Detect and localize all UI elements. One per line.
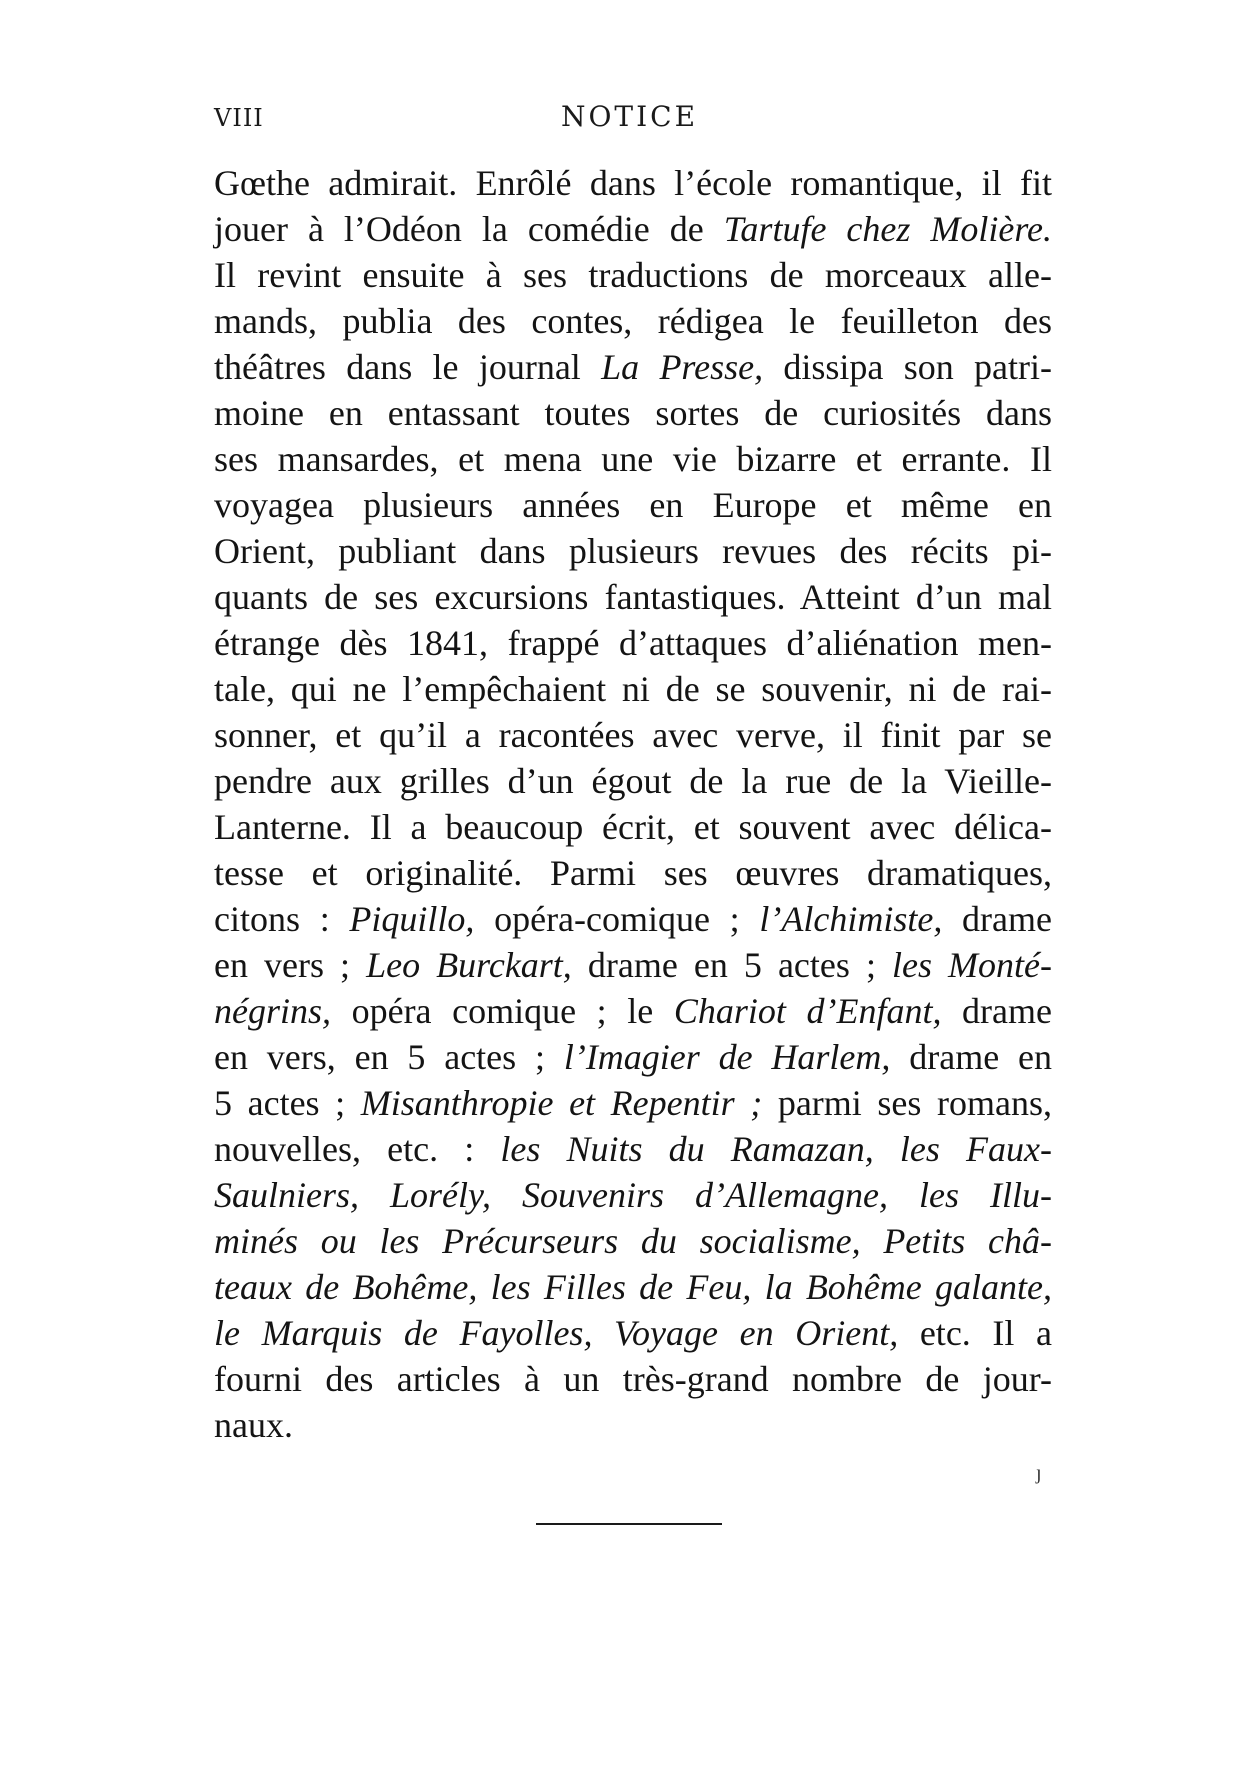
text-line bbox=[214, 1034, 1052, 1080]
text-segment: sonner, et qu’il a racontées avec verve, il finit par se bbox=[214, 715, 1052, 755]
text-line bbox=[214, 942, 1052, 988]
text-segment: mands, publia des contes, rédigea le feuilleton des bbox=[214, 301, 1052, 341]
text-line bbox=[214, 1080, 1052, 1126]
text-line bbox=[214, 1356, 1052, 1402]
text-segment: etc. Il a bbox=[898, 1313, 1052, 1353]
running-head: NOTICE bbox=[560, 100, 699, 133]
italic-text: Misanthropie et Repentir ; bbox=[360, 1083, 763, 1123]
italic-text: La Presse, bbox=[601, 347, 764, 387]
text-line bbox=[214, 804, 1052, 850]
text-segment: ses mansardes, et mena une vie bizarre et errante. Il bbox=[214, 439, 1052, 479]
text-segment: tesse et originalité. Parmi ses œuvres dramatiques, bbox=[214, 853, 1052, 893]
italic-text: Leo Burckart, bbox=[366, 945, 572, 985]
text-line bbox=[214, 390, 1052, 436]
text-line bbox=[214, 1310, 1052, 1356]
text-segment: dissipa son patri- bbox=[763, 347, 1052, 387]
italic-text: les Nuits du Ramazan, les Faux- bbox=[500, 1129, 1052, 1169]
text-segment: jouer à l’Odéon la comédie de bbox=[214, 209, 724, 249]
text-segment: parmi ses romans, bbox=[762, 1083, 1052, 1123]
text-line bbox=[214, 482, 1052, 528]
italic-text: Chariot d’Enfant, bbox=[673, 991, 942, 1031]
text-segment: drame bbox=[941, 991, 1053, 1031]
text-line bbox=[214, 758, 1052, 804]
text-segment: étrange dès 1841, frappé d’attaques d’aliénation men- bbox=[214, 623, 1052, 663]
text-segment: Il revint ensuite à ses traductions de morceaux alle- bbox=[214, 255, 1052, 295]
text-line bbox=[214, 206, 1052, 252]
italic-text: teaux de Bohême, les Filles de Feu, la Bohême galante, bbox=[214, 1267, 1052, 1307]
text-segment: naux. bbox=[214, 1405, 293, 1445]
text-segment: Gœthe admirait. Enrôlé dans l’école romantique, il fit bbox=[214, 163, 1052, 203]
text-segment: Orient, publiant dans plusieurs revues des récits pi- bbox=[214, 531, 1052, 571]
text-segment: fourni des articles à un très-grand nombre de jour- bbox=[214, 1359, 1052, 1399]
text-line bbox=[214, 1402, 1052, 1448]
italic-text: l’Imagier de Harlem, bbox=[563, 1037, 891, 1077]
text-segment: opéra-comique ; bbox=[474, 899, 760, 939]
text-line bbox=[214, 1218, 1052, 1264]
text-segment: voyagea plusieurs années en Europe et même en bbox=[214, 485, 1052, 525]
italic-text: Piquillo, bbox=[349, 899, 475, 939]
text-segment: en vers ; bbox=[214, 945, 367, 985]
text-segment: théâtres dans le journal bbox=[214, 347, 602, 387]
text-line bbox=[214, 344, 1052, 390]
text-segment: 5 actes ; bbox=[214, 1083, 361, 1123]
text-segment: moine en entassant toutes sortes de curiosités dans bbox=[214, 393, 1052, 433]
text-line bbox=[214, 1172, 1052, 1218]
italic-text: Tartufe chez Molière. bbox=[723, 209, 1052, 249]
text-line bbox=[214, 712, 1052, 758]
text-line bbox=[214, 574, 1052, 620]
text-line bbox=[214, 1126, 1052, 1172]
text-segment: citons : bbox=[214, 899, 350, 939]
text-segment: tale, qui ne l’empêchaient ni de se souvenir, ni de rai- bbox=[214, 669, 1052, 709]
text-line bbox=[214, 160, 1052, 206]
text-segment: drame en 5 actes ; bbox=[571, 945, 892, 985]
margin-mark: ȷ bbox=[1036, 1462, 1042, 1484]
italic-text: les Monté- bbox=[892, 945, 1052, 985]
text-segment: drame bbox=[942, 899, 1052, 939]
text-line bbox=[214, 850, 1052, 896]
text-line bbox=[214, 620, 1052, 666]
italic-text: l’Alchimiste, bbox=[759, 899, 943, 939]
body-text bbox=[214, 160, 1052, 1448]
text-segment: Lanterne. Il a beaucoup écrit, et souvent avec délica- bbox=[214, 807, 1052, 847]
text-line bbox=[214, 988, 1052, 1034]
text-line bbox=[214, 1264, 1052, 1310]
text-line bbox=[214, 896, 1052, 942]
text-segment: opéra comique ; le bbox=[331, 991, 674, 1031]
italic-text: le Marquis de Fayolles, Voyage en Orient, bbox=[214, 1313, 899, 1353]
text-line bbox=[214, 298, 1052, 344]
end-rule bbox=[536, 1523, 722, 1525]
text-segment: quants de ses excursions fantastiques. Atteint d’un mal bbox=[214, 577, 1052, 617]
text-line bbox=[214, 252, 1052, 298]
text-segment: nouvelles, etc. : bbox=[214, 1129, 501, 1169]
text-line bbox=[214, 528, 1052, 574]
italic-text: Saulniers, Lorély, Souvenirs d’Allemagne, les Illu- bbox=[214, 1175, 1052, 1215]
text-line bbox=[214, 436, 1052, 482]
text-segment: drame en bbox=[890, 1037, 1052, 1077]
italic-text: négrins, bbox=[214, 991, 331, 1031]
text-line bbox=[214, 666, 1052, 712]
text-segment: en vers, en 5 actes ; bbox=[214, 1037, 564, 1077]
text-segment: pendre aux grilles d’un égout de la rue de la Vieille- bbox=[214, 761, 1052, 801]
italic-text: minés ou les Précurseurs du socialisme, Petits châ- bbox=[214, 1221, 1052, 1261]
page-number: VIII bbox=[214, 104, 264, 132]
